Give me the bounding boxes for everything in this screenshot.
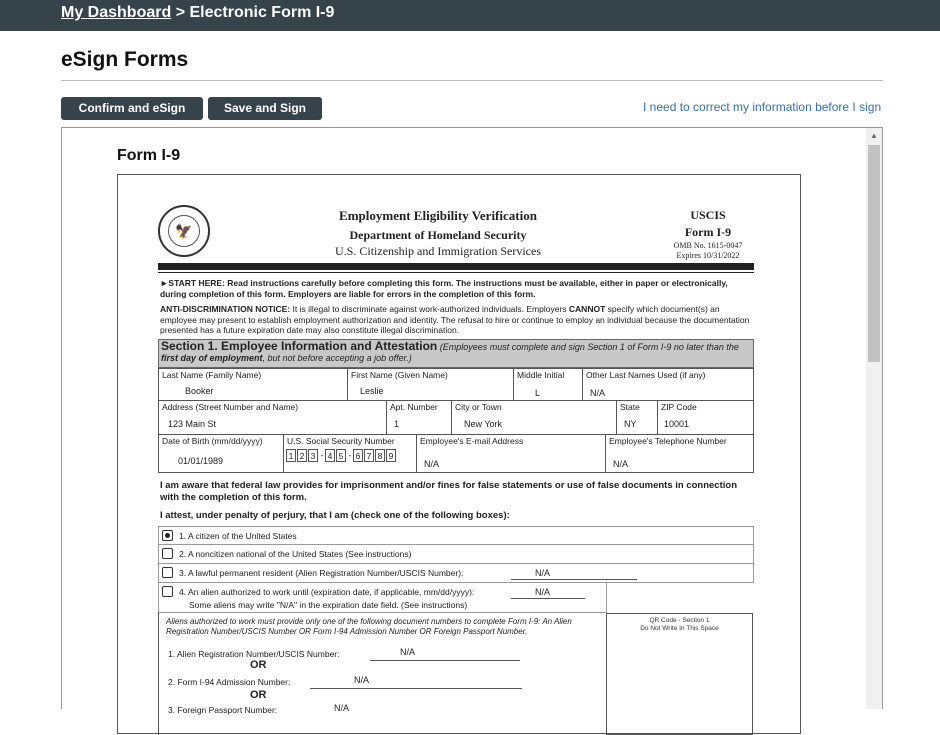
anti-cannot: CANNOT (568, 304, 606, 314)
header-rule (158, 272, 754, 273)
city-value: New York (464, 419, 503, 429)
zip-field[interactable] (658, 401, 754, 434)
ssn-boxes (286, 449, 397, 462)
form-agency: U.S. Citizenship and Immigration Services (335, 244, 541, 258)
or-label: OR (250, 689, 267, 701)
section1-header (158, 339, 754, 368)
ssn-digit: 4 (325, 449, 335, 462)
phone-field[interactable] (606, 435, 754, 472)
middle-initial-value: L (535, 388, 541, 398)
alien-instructions: Aliens authorized to work must provide only one of the following document numbers to complete Form I-9: An Alien Registration Number/USCIS Number OR Form I-94 Admission Number OR Foreign Passport Number. (166, 617, 572, 636)
passport-number-line (168, 705, 277, 715)
first-name-field[interactable] (348, 369, 514, 400)
alien-number-line (168, 649, 340, 659)
dhs-seal-icon: 🦅 (158, 205, 210, 257)
name-row (158, 368, 754, 401)
phone-value: N/A (613, 459, 629, 469)
breadcrumb-current: Electronic Form I-9 (189, 4, 335, 21)
expiration-value: N/A (535, 587, 551, 597)
last-name-field[interactable] (159, 369, 348, 400)
middle-initial-field[interactable] (514, 369, 583, 400)
save-sign-later-button[interactable]: Save and Sign (208, 97, 322, 120)
doc2-label: 2. Form I-94 Admission Number: (168, 677, 291, 687)
ssn-digit: 6 (353, 449, 363, 462)
permanent-resident-checkbox[interactable] (162, 567, 173, 578)
breadcrumb-separator: > (171, 4, 190, 21)
ssn-digit: 2 (297, 449, 307, 462)
correct-info-link[interactable]: I need to correct my information before I sign (643, 100, 882, 114)
apt-value: 1 (394, 419, 400, 429)
anti-discrimination-notice (160, 304, 752, 336)
other-names-field[interactable] (583, 369, 754, 400)
form-heading: Form I-9 (117, 147, 181, 164)
section1-note-end: , but not before accepting a job offer.) (262, 353, 412, 363)
dob-field[interactable] (159, 435, 284, 472)
form-id-block (653, 208, 763, 260)
breadcrumb-dashboard-link[interactable]: My Dashboard (61, 4, 172, 21)
or-label: OR (250, 659, 267, 671)
qr-code-box: QR Code - Section 1 Do Not Write In This Space (606, 613, 753, 735)
zip-value: 10001 (664, 419, 690, 429)
confirm-esign-button[interactable]: Confirm and eSign (61, 97, 203, 120)
ssn-field[interactable] (284, 435, 417, 472)
section1-title: Section 1. Employee Information and Attestation (161, 339, 438, 353)
address-row (158, 401, 754, 435)
email-field[interactable] (417, 435, 606, 472)
citizen-checkbox[interactable] (162, 530, 173, 541)
option-permanent-resident-row[interactable] (158, 564, 754, 583)
option-citizen-row[interactable] (158, 526, 754, 545)
doc2-value: N/A (354, 675, 370, 685)
other-names-label: Other Last Names Used (if any) (586, 370, 706, 380)
email-value: N/A (424, 459, 440, 469)
scroll-up-arrow-icon[interactable]: ▲ (870, 131, 878, 140)
option-citizen-label: 1. A citizen of the United States (179, 531, 297, 541)
uscis-label: USCIS (690, 208, 726, 222)
expiration: Expires 10/31/2022 (676, 251, 740, 260)
alien-authorized-checkbox[interactable] (162, 586, 173, 597)
form-number: Form I-9 (684, 225, 732, 239)
title-divider (61, 80, 883, 81)
anti-text-1: It is illegal to discriminate against work-authorized individuals. Employers (290, 304, 569, 314)
last-name-label: Last Name (Family Name) (162, 370, 262, 380)
ssn-digit: 9 (386, 449, 396, 462)
doc1-label: 1. Alien Registration Number/USCIS Number: (168, 649, 340, 659)
option-noncitizen-label: 2. A noncitizen national of the United States (See instructions) (179, 549, 412, 559)
zip-label: ZIP Code (661, 402, 697, 412)
state-value: NY (624, 419, 637, 429)
document-viewer[interactable] (61, 127, 883, 715)
email-label: Employee's E-mail Address (420, 436, 524, 446)
contact-row (158, 435, 754, 473)
option-alien-label: 4. An alien authorized to work until (expiration date, if applicable, mm/dd/yyyy): (179, 587, 475, 597)
dob-label: Date of Birth (mm/dd/yyyy) (162, 436, 263, 446)
state-label: State (620, 402, 640, 412)
alien-number-value: N/A (535, 568, 551, 578)
ssn-digit: 1 (286, 449, 296, 462)
first-name-value: Leslie (360, 386, 384, 396)
noncitizen-checkbox[interactable] (162, 548, 173, 559)
header-bar (158, 263, 754, 270)
doc3-label: 3. Foreign Passport Number: (168, 705, 278, 715)
last-name-value: Booker (185, 386, 214, 396)
ssn-digit: 8 (375, 449, 385, 462)
phone-label: Employee's Telephone Number (609, 436, 727, 446)
alien-note-sub: Some aliens may write "N/A" in the expiration date field. (See instructions) (189, 600, 468, 610)
address-label: Address (Street Number and Name) (162, 402, 299, 412)
city-label: City or Town (455, 402, 502, 412)
option-permanent-resident-label: 3. A lawful permanent resident (Alien Registration Number/USCIS Number): (179, 568, 464, 578)
ssn-dash: - (348, 451, 352, 460)
page-title: eSign Forms (61, 48, 189, 71)
anti-label: ANTI-DISCRIMINATION NOTICE: (160, 304, 291, 314)
penalty-statement: I am aware that federal law provides for imprisonment and/or fines for false statements or use of false documents in connection with the completion of this form. (160, 480, 737, 503)
viewer-scrollbar[interactable] (866, 128, 882, 709)
ssn-digit: 3 (308, 449, 318, 462)
form-dept: Department of Homeland Security (349, 228, 527, 242)
option-noncitizen-row[interactable] (158, 545, 754, 564)
middle-initial-label: Middle Initial (517, 370, 565, 380)
omb-number: OMB No. 1615-0047 (673, 241, 743, 250)
option-alien-row[interactable] (158, 583, 607, 613)
section1-note-bold: first day of employment (161, 353, 263, 363)
start-here-text: ►START HERE: Read instructions carefully before completing this form. The instructions must be available, either in paper or electronically, during completion of this form. Employers are liable for errors in the completion of this form. (160, 278, 728, 299)
ssn-label: U.S. Social Security Number (287, 436, 395, 446)
ssn-digit: 7 (364, 449, 374, 462)
doc1-value: N/A (400, 647, 416, 657)
top-nav-bar (0, 0, 940, 31)
dob-value: 01/01/1989 (178, 456, 224, 466)
form-title: Employment Eligibility Verification (339, 208, 537, 223)
other-names-value: N/A (590, 388, 606, 398)
ssn-digit: 5 (336, 449, 346, 462)
apt-label: Apt. Number (390, 402, 438, 412)
anti-text-2: specify which document(s) an employee may present to establish employment authorization and identity. The refusal to hire or continue to employ an individual because the documentation presented has a future expiration date may also constitute illegal discrimination. (160, 304, 750, 335)
address-field[interactable] (159, 401, 387, 434)
i94-number-line (168, 677, 290, 687)
scroll-thumb[interactable] (868, 145, 880, 362)
state-field[interactable] (617, 401, 658, 434)
form-page (117, 174, 801, 734)
ssn-dash: - (320, 451, 324, 460)
section1-note: (Employees must complete and sign Section 1 of Form I-9 no later than the (437, 342, 739, 352)
first-name-label: First Name (Given Name) (351, 370, 448, 380)
attest-text: I attest, under penalty of perjury, that I am (check one of the following boxes): (160, 510, 510, 521)
address-value: 123 Main St (168, 419, 217, 429)
doc3-value: N/A (334, 703, 350, 713)
form-header (288, 208, 588, 259)
apt-field[interactable] (387, 401, 452, 434)
city-field[interactable] (452, 401, 617, 434)
